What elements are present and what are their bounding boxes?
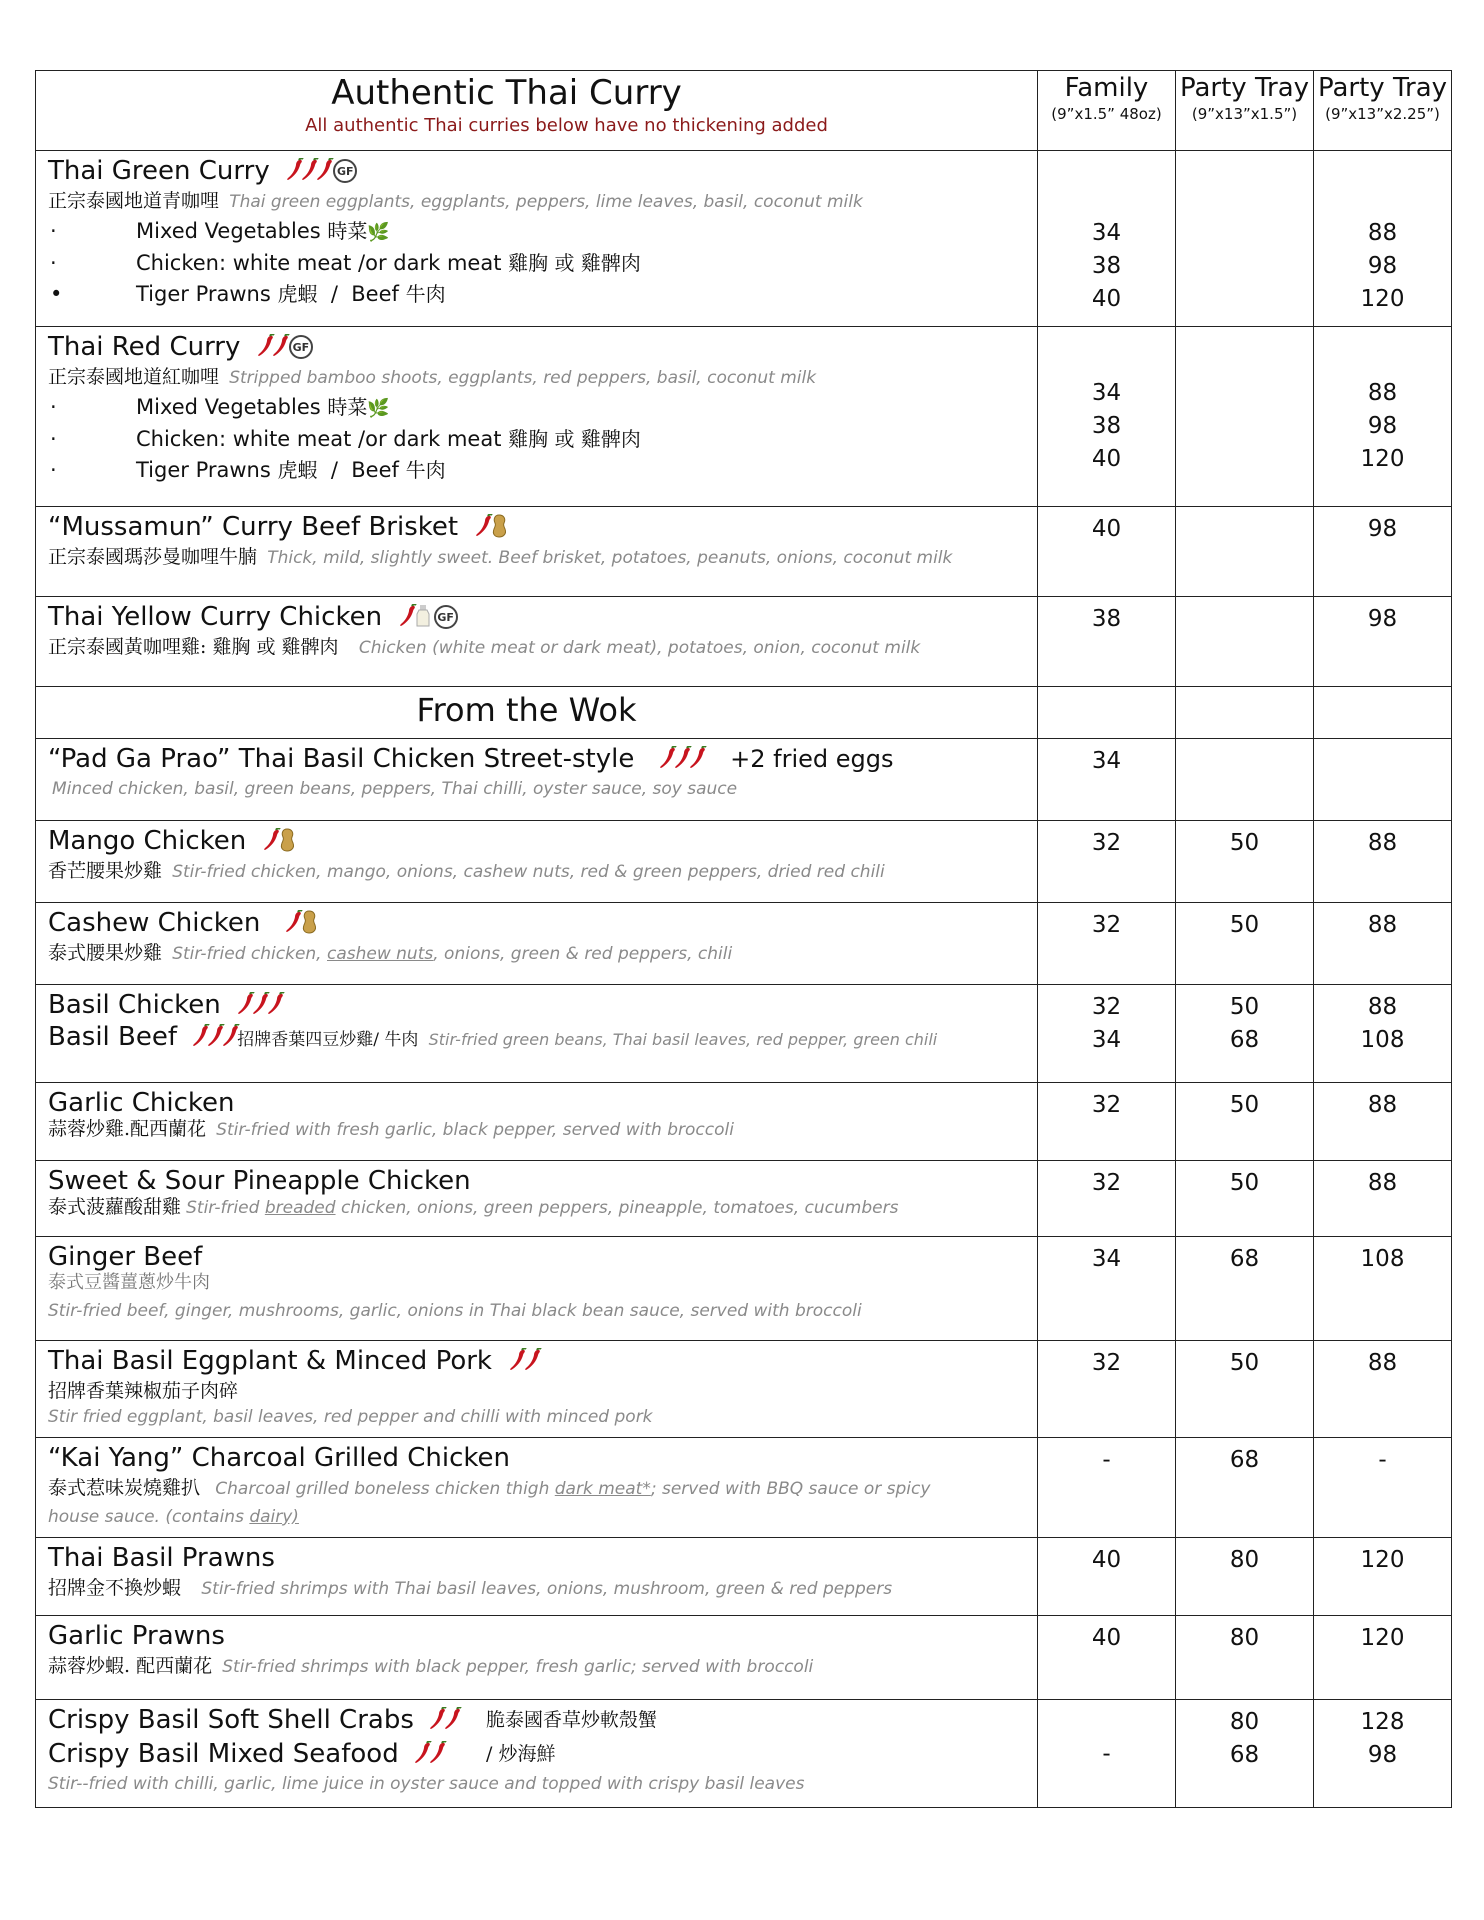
menu-row: [36, 507, 1452, 597]
item-chinese-name: 泰式豆醬薑蔥炒牛肉: [48, 1272, 210, 1293]
price-tray-large: 88: [1314, 1083, 1452, 1161]
price-family: 32: [1038, 1161, 1176, 1237]
price-family: 34 38 40: [1038, 151, 1176, 327]
item-chinese-name: 招牌香葉辣椒茄子肉碎: [48, 1380, 239, 1402]
item-cell: [36, 1700, 1038, 1808]
price-family: 40: [1038, 507, 1176, 597]
chili-icon: [429, 1741, 447, 1765]
price-family: 38: [1038, 597, 1176, 687]
chili-icon: [272, 334, 290, 358]
item-description: Stir-fried shrimps with black pepper, fresh garlic; served with broccoli: [222, 1657, 814, 1677]
curry-note: All authentic Thai curries below have no thickening added: [305, 115, 828, 136]
menu-row: [36, 1083, 1452, 1161]
price-tray-large: 98: [1314, 507, 1452, 597]
item-chinese-name: 蒜蓉炒蝦. 配西蘭花: [48, 1655, 213, 1677]
item-chinese-name: 泰式菠蘿酸甜雞: [48, 1196, 182, 1218]
item-name: Sweet & Sour Pineapple Chicken: [48, 1166, 471, 1196]
peanut-icon: [300, 910, 318, 934]
price-family: 32: [1038, 1083, 1176, 1161]
item-cell: [36, 1616, 1038, 1700]
price-tray-large: 88: [1314, 1161, 1452, 1237]
item-name: Garlic Chicken: [48, 1088, 235, 1118]
price-tray-large: 98: [1314, 597, 1452, 687]
item-chinese-name: 香芒腰果炒雞: [48, 860, 163, 882]
item-description: Charcoal grilled boneless chicken thigh dark meat*; served with BBQ sauce or spicy: [215, 1479, 931, 1499]
sub-item: · Mixed Vegetables 時菜🌿: [50, 219, 390, 243]
item-description: Stir--fried with chilli, garlic, lime juice in oyster sauce and topped with crispy basil leaves: [48, 1774, 805, 1794]
item-name: Mango Chicken: [48, 825, 1025, 857]
item-cell: [36, 1237, 1038, 1341]
item-description: Stir-fried beef, ginger, mushrooms, garlic, onions in Thai black bean sauce, served with broccoli: [48, 1301, 862, 1321]
price-family: 34: [1038, 1237, 1176, 1341]
item-chinese-name: 泰式腰果炒雞: [48, 942, 163, 964]
item-description: Stir fried eggplant, basil leaves, red pepper and chilli with minced pork: [48, 1407, 653, 1427]
item-cell: [36, 1161, 1038, 1237]
item-name: “Kai Yang” Charcoal Grilled Chicken: [48, 1443, 510, 1473]
item-chinese-name: 正宗泰國黃咖哩雞: 雞胸 或 雞髀肉: [48, 636, 339, 658]
price-tray-small: 68: [1176, 1237, 1314, 1341]
price-tray-small: [1176, 739, 1314, 821]
price-tray-large: -: [1314, 1438, 1452, 1538]
gluten-free-icon: GF: [434, 605, 458, 629]
price-family: 32 34: [1038, 985, 1176, 1083]
item-cell: [36, 1438, 1038, 1538]
price-tray-small: 80 68: [1176, 1700, 1314, 1808]
price-tray-small: 50: [1176, 1161, 1314, 1237]
item-cell: [36, 985, 1038, 1083]
price-tray-small: 50: [1176, 1083, 1314, 1161]
item-chinese-name: 招牌香葉四豆炒雞/ 牛肉: [237, 1030, 419, 1050]
item-description: Thick, mild, slightly sweet. Beef brisket, potatoes, peanuts, onions, coconut milk: [267, 548, 953, 568]
item-cell: [36, 507, 1038, 597]
item-name: Crispy Basil Mixed Seafood: [48, 1739, 399, 1769]
item-cell: [36, 1083, 1038, 1161]
item-description: Stir-fried shrimps with Thai basil leaves, onions, mushroom, green & red peppers: [201, 1579, 893, 1599]
price-tray-small: 50: [1176, 1341, 1314, 1438]
item-name: Garlic Prawns: [48, 1621, 225, 1651]
item-cell: [36, 327, 1038, 507]
item-name: Thai Red Curry GF: [48, 331, 1025, 363]
peanut-icon: [490, 514, 508, 538]
col-size: (9”x13”x1.5”): [1191, 105, 1298, 123]
price-family: -: [1038, 1700, 1176, 1808]
item-name: Crispy Basil Soft Shell Crabs: [48, 1705, 414, 1735]
item-chinese-name: 招牌金不換炒蝦: [48, 1577, 182, 1599]
menu-row: [36, 1438, 1452, 1538]
item-description: Thai green eggplants, eggplants, peppers, lime leaves, basil, coconut milk: [229, 192, 863, 212]
price-tray-small: 50: [1176, 821, 1314, 903]
item-name: Thai Basil Prawns: [48, 1543, 275, 1573]
chili-icon: [444, 1707, 462, 1731]
col-size: (9”x13”x2.25”): [1325, 105, 1440, 123]
item-name: Thai Green Curry GF: [48, 155, 1025, 187]
menu-row: [36, 739, 1452, 821]
price-tray-small: 68: [1176, 1438, 1314, 1538]
col-name: Family: [1064, 73, 1149, 103]
sub-item: · Tiger Prawns 虎蝦 / Beef 牛肉: [50, 458, 446, 482]
item-description-cont: house sauce. (contains dairy): [48, 1507, 299, 1527]
item-description: Stir-fried with fresh garlic, black pepper, served with broccoli: [216, 1120, 734, 1140]
price-tray-small: [1176, 507, 1314, 597]
item-chinese-name: 正宗泰國地道紅咖哩: [48, 366, 220, 388]
price-tray-small: 50 68: [1176, 985, 1314, 1083]
price-tray-large: 120: [1314, 1616, 1452, 1700]
menu-row: [36, 1161, 1452, 1237]
item-description: Minced chicken, basil, green beans, peppers, Thai chilli, oyster sauce, soy sauce: [52, 779, 738, 799]
menu-row: [36, 1700, 1452, 1808]
chili-icon: [689, 746, 707, 770]
menu-row: [36, 151, 1452, 327]
item-name: Basil Beef: [48, 1022, 178, 1052]
section-title-cell: [36, 687, 1038, 739]
menu-row: [36, 1538, 1452, 1616]
price-family: 40: [1038, 1538, 1176, 1616]
item-name: Thai Basil Eggplant & Minced Pork: [48, 1345, 1025, 1377]
price-tray-large: 88 98 120: [1314, 327, 1452, 507]
chili-icon: [524, 1348, 542, 1372]
menu-row: [36, 1237, 1452, 1341]
price-tray-large: 120: [1314, 1538, 1452, 1616]
col-header-family: [1038, 71, 1176, 151]
chili-icon: [267, 992, 285, 1016]
price-tray-large: 128 98: [1314, 1700, 1452, 1808]
menu-row: [36, 903, 1452, 985]
menu-row: [36, 1616, 1452, 1700]
price-family: 32: [1038, 1341, 1176, 1438]
item-extra: +2 fried eggs: [730, 745, 894, 773]
sub-item: · Chicken: white meat /or dark meat 雞胸 或 雞髀肉: [50, 427, 641, 451]
item-chinese-name: 蒜蓉炒雞.配西蘭花: [48, 1118, 207, 1140]
price-tray-large: 88: [1314, 1341, 1452, 1438]
price-family: -: [1038, 1438, 1176, 1538]
price-tray-large: 88: [1314, 821, 1452, 903]
sub-item: · Chicken: white meat /or dark meat 雞胸 或 雞髀肉: [50, 251, 641, 275]
price-tray-large: 88 108: [1314, 985, 1452, 1083]
item-chinese-name: 脆泰國香草炒軟殼蟹: [486, 1709, 658, 1731]
item-cell: [36, 739, 1038, 821]
price-tray-small: 80: [1176, 1538, 1314, 1616]
price-tray-small: [1176, 597, 1314, 687]
gluten-free-icon: GF: [289, 335, 313, 359]
menu-row: [36, 985, 1452, 1083]
item-description: Stir-fried green beans, Thai basil leaves, red pepper, green chili: [428, 1030, 938, 1049]
item-chinese-name: / 炒海鮮: [486, 1743, 556, 1765]
section-header-row: [36, 687, 1452, 739]
price-tray-large: 108: [1314, 1237, 1452, 1341]
col-header-party-tray-large: [1314, 71, 1452, 151]
item-description: Stir-fried chicken, mango, onions, cashew nuts, red & green peppers, dried red chili: [172, 862, 885, 882]
price-tray-large: 88 98 120: [1314, 151, 1452, 327]
price-tray-small: [1176, 327, 1314, 507]
item-name: Ginger Beef: [48, 1242, 203, 1272]
vegetarian-leaf-icon: 🌿: [367, 222, 390, 243]
vegetarian-leaf-icon: 🌿: [367, 398, 390, 419]
item-cell: [36, 821, 1038, 903]
price-family: 40: [1038, 1616, 1176, 1700]
price-family: 34: [1038, 739, 1176, 821]
price-tray-large: 88: [1314, 903, 1452, 985]
milk-bottle-icon: [414, 604, 432, 628]
section-title-curry: Authentic Thai Curry: [331, 73, 682, 113]
col-name: Party Tray: [1179, 73, 1310, 103]
price-family: 32: [1038, 903, 1176, 985]
item-cell: [36, 1538, 1038, 1616]
item-cell: [36, 597, 1038, 687]
price-tray-small: 50: [1176, 903, 1314, 985]
menu-row: [36, 597, 1452, 687]
item-name: Cashew Chicken: [48, 907, 1025, 939]
menu-row: [36, 821, 1452, 903]
item-cell: [36, 903, 1038, 985]
item-cell: [36, 151, 1038, 327]
item-chinese-name: 正宗泰國地道青咖哩: [48, 190, 220, 212]
item-description: Chicken (white meat or dark meat), potatoes, onion, coconut milk: [358, 638, 921, 658]
menu-row: [36, 327, 1452, 507]
item-description: Stir-fried chicken, cashew nuts, onions, green & red peppers, chili: [172, 944, 733, 964]
price-family: 34 38 40: [1038, 327, 1176, 507]
item-name: Thai Yellow Curry Chicken GF: [48, 601, 1025, 633]
sub-item: · Mixed Vegetables 時菜🌿: [50, 395, 390, 419]
item-chinese-name: 正宗泰國瑪莎曼咖哩牛腩: [48, 546, 258, 568]
price-tray-small: [1176, 151, 1314, 327]
peanut-icon: [278, 828, 296, 852]
price-tray-small: 80: [1176, 1616, 1314, 1700]
col-name: Party Tray: [1317, 73, 1448, 103]
item-name: Basil Chicken: [48, 989, 1025, 1021]
item-name: “Mussamun” Curry Beef Brisket: [48, 511, 1025, 543]
item-name: “Pad Ga Prao” Thai Basil Chicken Street-style +2 fried eggs: [48, 744, 894, 774]
col-header-party-tray-small: [1176, 71, 1314, 151]
header-title-cell: [36, 71, 1038, 151]
header-row: [36, 71, 1452, 151]
section-title-wok: From the Wok: [416, 691, 637, 729]
item-description: Stripped bamboo shoots, eggplants, red peppers, basil, coconut milk: [229, 368, 817, 388]
chili-icon: [316, 158, 334, 182]
menu-table: [35, 70, 1452, 1808]
price-family: 32: [1038, 821, 1176, 903]
item-cell: [36, 1341, 1038, 1438]
item-description: Stir-fried breaded chicken, onions, green peppers, pineapple, tomatoes, cucumbers: [186, 1198, 899, 1218]
sub-item: • Tiger Prawns 虎蝦 / Beef 牛肉: [50, 282, 446, 306]
price-tray-large: [1314, 739, 1452, 821]
menu-row: [36, 1341, 1452, 1438]
gluten-free-icon: GF: [333, 159, 357, 183]
item-chinese-name: 泰式惹味炭燒雞扒: [48, 1477, 201, 1499]
col-size: (9”x1.5” 48oz): [1051, 105, 1162, 123]
